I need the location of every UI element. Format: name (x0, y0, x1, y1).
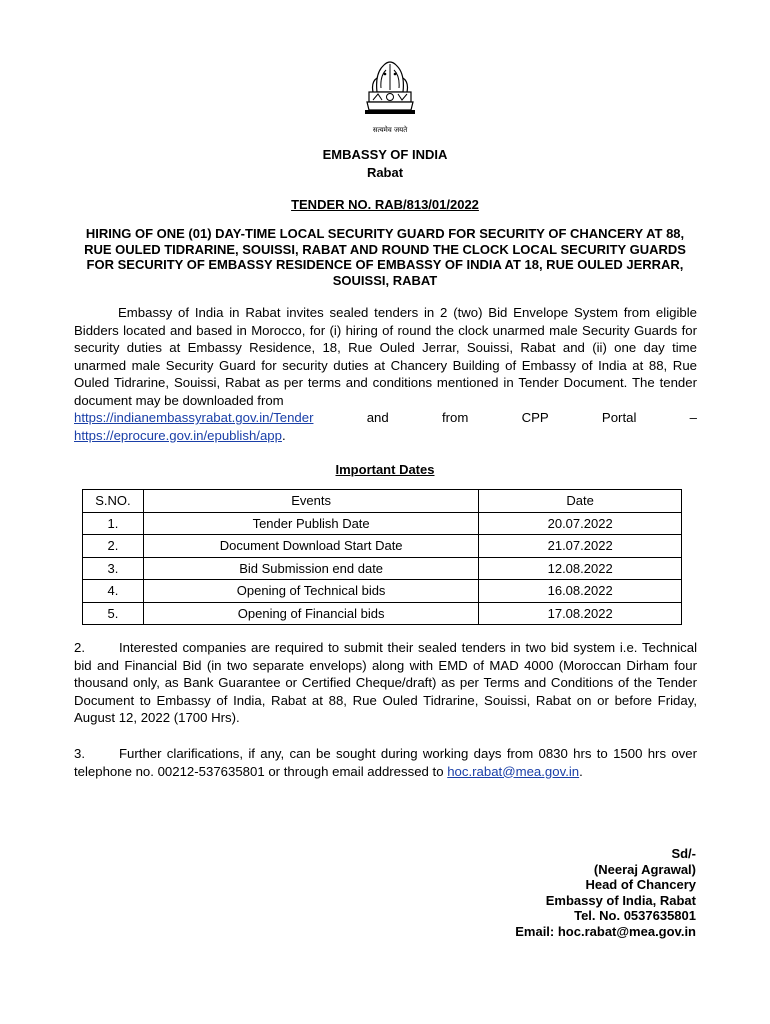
paragraph-3-end: . (579, 763, 583, 779)
svg-text:सत्यमेव जयते: सत्यमेव जयते (372, 126, 408, 134)
table-row (83, 512, 682, 535)
intro-cpp: CPP (521, 410, 549, 425)
table-row (83, 580, 682, 603)
cell-event: Document Download Start Date (143, 535, 478, 558)
header-events: Events (143, 490, 478, 513)
cell-event: Opening of Technical bids (143, 580, 478, 603)
paragraph-3 (74, 745, 697, 780)
signatory-title: Head of Chancery (585, 877, 696, 893)
intro-and: and (366, 410, 389, 425)
cell-event: Opening of Financial bids (143, 602, 478, 625)
paragraph-2-text: Interested companies are required to submit their sealed tenders in two bid system i.e. Technical bid and Financial Bid (in two separate envelops) along with EMD of MAD 4000 (Moroccan Dirham four thousand only, as Bank Guarantee or Certified Cheque/draft) as per Terms and Conditions of the Tender Document to Embassy of India, Rabat at 88, Rue Ouled Tidrarine, Souissi, Rabat on or before Friday, August 12, 2022 (1700 Hrs). (74, 640, 697, 725)
national-emblem-icon (355, 52, 425, 138)
cell-date: 21.07.2022 (479, 535, 682, 558)
tender-number: TENDER NO. RAB/813/01/2022 (291, 197, 479, 212)
embassy-tender-link[interactable]: https://indianembassyrabat.gov.in/Tender (74, 410, 314, 425)
signatory-name: (Neeraj Agrawal) (593, 861, 696, 877)
intro-from: from (441, 410, 469, 425)
signatory-email: Email: hoc.rabat@mea.gov.in (515, 923, 696, 939)
cell-event: Tender Publish Date (143, 512, 478, 535)
table-header-row (83, 490, 682, 513)
signature-block (515, 846, 696, 940)
important-dates-table (82, 489, 682, 625)
paragraph-3-number: 3. (74, 746, 85, 761)
cell-sno: 3. (83, 557, 144, 580)
tender-subject: HIRING OF ONE (01) DAY-TIME LOCAL SECURITY GUARD FOR SECURITY OF CHANCERY AT 88, RUE OULED TIDRARINE, SOUISSI, RABAT AND ROUND THE CLOCK LOCAL SECURITY GUARDS FOR SECURITY OF EMBASSY RESIDENCE OF EMBASSY OF INDIA AT 18, RUE OULED JERRAR, SOUISSI, RABAT (84, 226, 686, 288)
intro-link-line (74, 409, 697, 427)
cell-sno: 1. (83, 512, 144, 535)
header-sno: S.NO. (83, 490, 144, 513)
table-row (83, 557, 682, 580)
embassy-name: EMBASSY OF INDIA (322, 147, 448, 162)
cell-date: 20.07.2022 (479, 512, 682, 535)
cell-sno: 2. (83, 535, 144, 558)
table-row (83, 535, 682, 558)
cell-sno: 5. (83, 602, 144, 625)
paragraph-3-text: Further clarifications, if any, can be sought during working days from 0830 hrs to 1500 hrs over telephone no. 00212-537635801 or through email addressed to (74, 746, 697, 779)
signatory-tel: Tel. No. 0537635801 (574, 908, 696, 924)
table-row (83, 602, 682, 625)
cell-date: 17.08.2022 (479, 602, 682, 625)
cell-event: Bid Submission end date (143, 557, 478, 580)
signature-sd: Sd/- (671, 846, 696, 861)
contact-email-link[interactable]: hoc.rabat@mea.gov.in (447, 763, 580, 779)
intro-paragraph (74, 304, 697, 444)
signatory-org: Embassy of India, Rabat (545, 892, 696, 908)
paragraph-2 (74, 639, 697, 727)
paragraph-2-number: 2. (74, 640, 85, 655)
cell-date: 12.08.2022 (479, 557, 682, 580)
cell-date: 16.08.2022 (479, 580, 682, 603)
cell-sno: 4. (83, 580, 144, 603)
intro-portal: Portal (601, 410, 637, 425)
important-dates-title: Important Dates (335, 462, 435, 477)
intro-dash: – (689, 410, 697, 425)
eprocure-link[interactable]: https://eprocure.gov.in/epublish/app (74, 427, 282, 443)
intro-end: . (281, 427, 286, 443)
embassy-city: Rabat (366, 165, 404, 180)
header-date: Date (479, 490, 682, 513)
intro-text: Embassy of India in Rabat invites sealed tenders in 2 (two) Bid Envelope System from eligible Bidders located and based in Morocco, for (i) hiring of round the clock unarmed male Security Guards for security duties at Embassy Residence, 18, Rue Ouled Jerrar, Souissi, Rabat and (ii) one day time unarmed male Security Guard for security duties at Chancery Building of Embassy of India at 88, Rue Ouled Tidrarine, Souissi, Rabat as per terms and conditions mentioned in Tender Document. The tender document may be downloaded from (74, 305, 697, 408)
